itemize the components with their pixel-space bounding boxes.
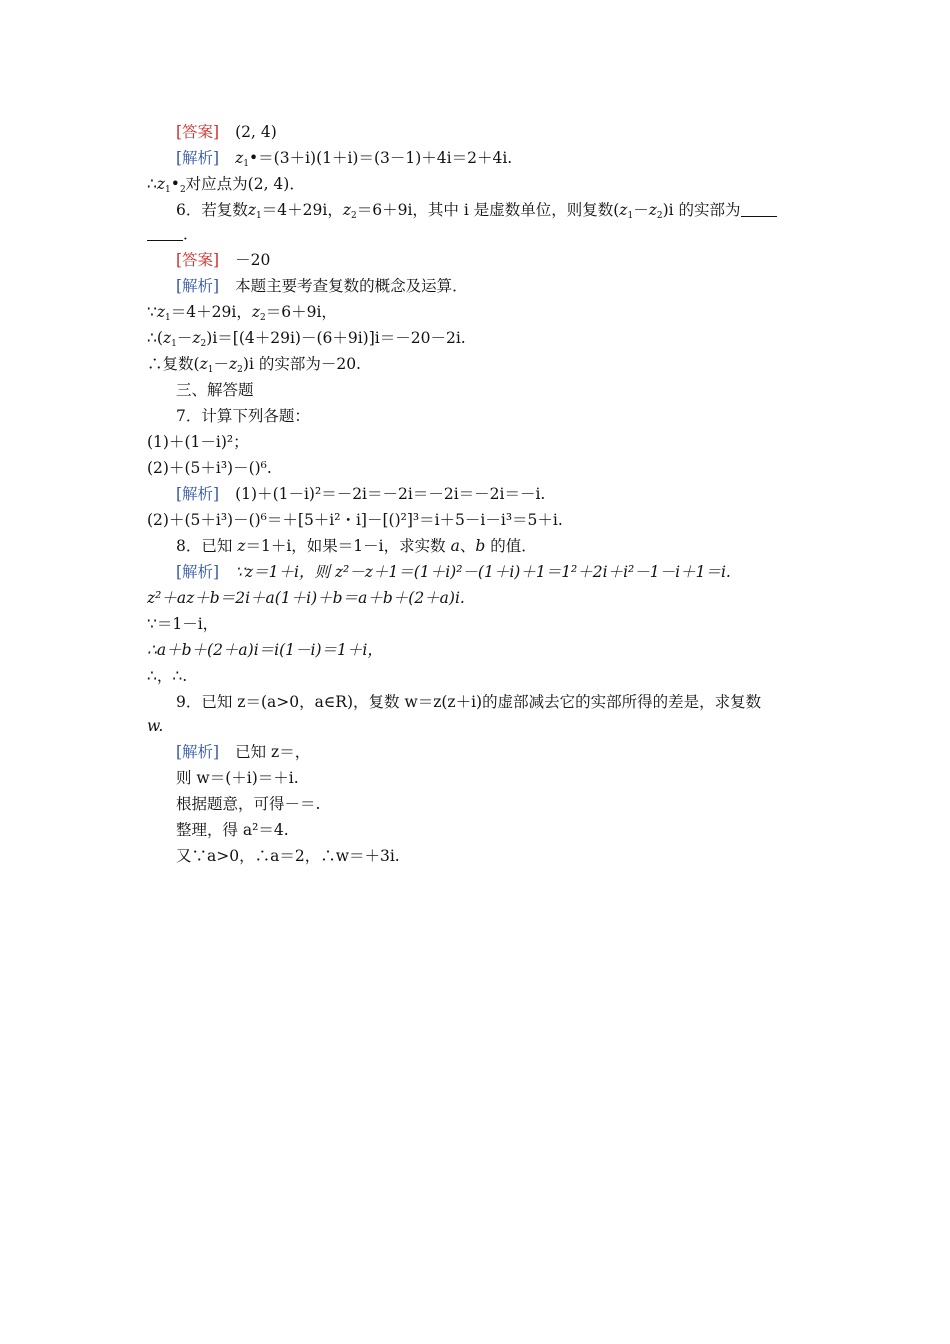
q5-analysis-line: [解析] $z_1•=(3+i)(1+i)=(3-1)+4i=2+4i$. xyxy=(176,149,513,169)
q8-analysis-3: ∵＝1－i， xyxy=(147,615,219,633)
q8-analysis-2: z²＋az＋b＝2i＋a(1＋i)＋b＝a＋b＋(2＋a)i. xyxy=(147,589,465,607)
q7-analysis-line: [解析] (1)＋(1－i)²＝－2i＝－2i＝－2i＝－2i＝－i. xyxy=(176,485,546,503)
q9-stem: 9．已知 z＝(a>0，a∈R)，复数 w＝z(z＋i)的虚部减去它的实部所得的差是，求复数 xyxy=(176,693,762,711)
q6-answer-line: [答案] －20 xyxy=(176,251,271,269)
q5-analysis-text: •＝(3＋i)(1＋i)＝(3－1)＋4i＝2＋4i. xyxy=(249,149,513,167)
q6-stem: 6．若复数$z_1=4+29i$，$z_2=6+9i$，其中 i 是虚数单位，则复数$(z_1-z_2)i$ 的实部为 xyxy=(176,199,777,221)
var-z: z xyxy=(235,149,244,167)
q9-stem-cont: w. xyxy=(147,717,164,735)
q6-answer: －20 xyxy=(235,251,271,269)
q6-analysis-4: ∴复数$(z_1-z_2)i$ 的实部为－20. xyxy=(147,355,361,375)
q8-stem: 8．已知 z＝1＋i，如果＝1－i，求实数 a、b 的值． xyxy=(176,537,537,555)
q8-analysis-line: [解析] ∵z＝1＋i，则 z²－z＋1＝(1＋i)²－(1＋i)＋1＝1²＋2i＋i²－1－i＋1＝i. xyxy=(176,563,731,581)
q9-analysis-5: 又∵a>0，∴a＝2，∴w＝＋3i. xyxy=(176,847,400,865)
answer-blank xyxy=(741,202,777,217)
q9-analysis-3: 根据题意，可得－＝. xyxy=(176,795,321,813)
q5-answer: (2, 4) xyxy=(235,123,277,141)
q9-analysis-line: [解析] 已知 z＝， xyxy=(176,743,311,761)
q7-part2: (2)＋(5＋i³)－()⁶. xyxy=(147,459,272,477)
q6-analysis-3: $\therefore(z_1-z_2)i=[(4+29i)-(6+9i)]i=-20-2i$. xyxy=(147,329,466,349)
q8-analysis-4: ∴a＋b＋(2＋a)i＝i(1－i)＝1＋i， xyxy=(147,641,383,659)
q5-answer-line xyxy=(176,121,277,143)
q5-conclusion-text: 对应点为(2, 4)． xyxy=(185,175,305,193)
q9-analysis-4: 整理，得 a²＝4. xyxy=(176,821,289,839)
q9-analysis-2: 则 w＝(＋i)＝＋i. xyxy=(176,769,299,787)
q7-analysis-2: (2)＋(5＋i³)－()⁶＝＋[5＋i²・i]－[()²]³＝i＋5－i－i³＝5＋i. xyxy=(147,511,563,529)
q8-analysis-5: ∴，∴. xyxy=(147,667,188,685)
q7-stem: 7．计算下列各题： xyxy=(176,407,310,425)
q6-analysis-2: $\because z_1=4+29i$，$z_2=6+9i$， xyxy=(147,303,337,323)
section-heading: 三、解答题 xyxy=(176,381,254,399)
analysis-tag: [解析] xyxy=(176,149,220,167)
answer-tag: [答案] xyxy=(176,123,220,141)
q5-conclusion-line: $\therefore z_1•_2$对应点为(2, 4)． xyxy=(147,175,305,195)
answer-blank-cont xyxy=(147,226,183,241)
q6-stem-cont: ． xyxy=(147,223,199,245)
q7-part1: (1)＋(1－i)²； xyxy=(147,433,249,451)
q6-analysis-line: [解析] 本题主要考查复数的概念及运算． xyxy=(176,277,468,295)
